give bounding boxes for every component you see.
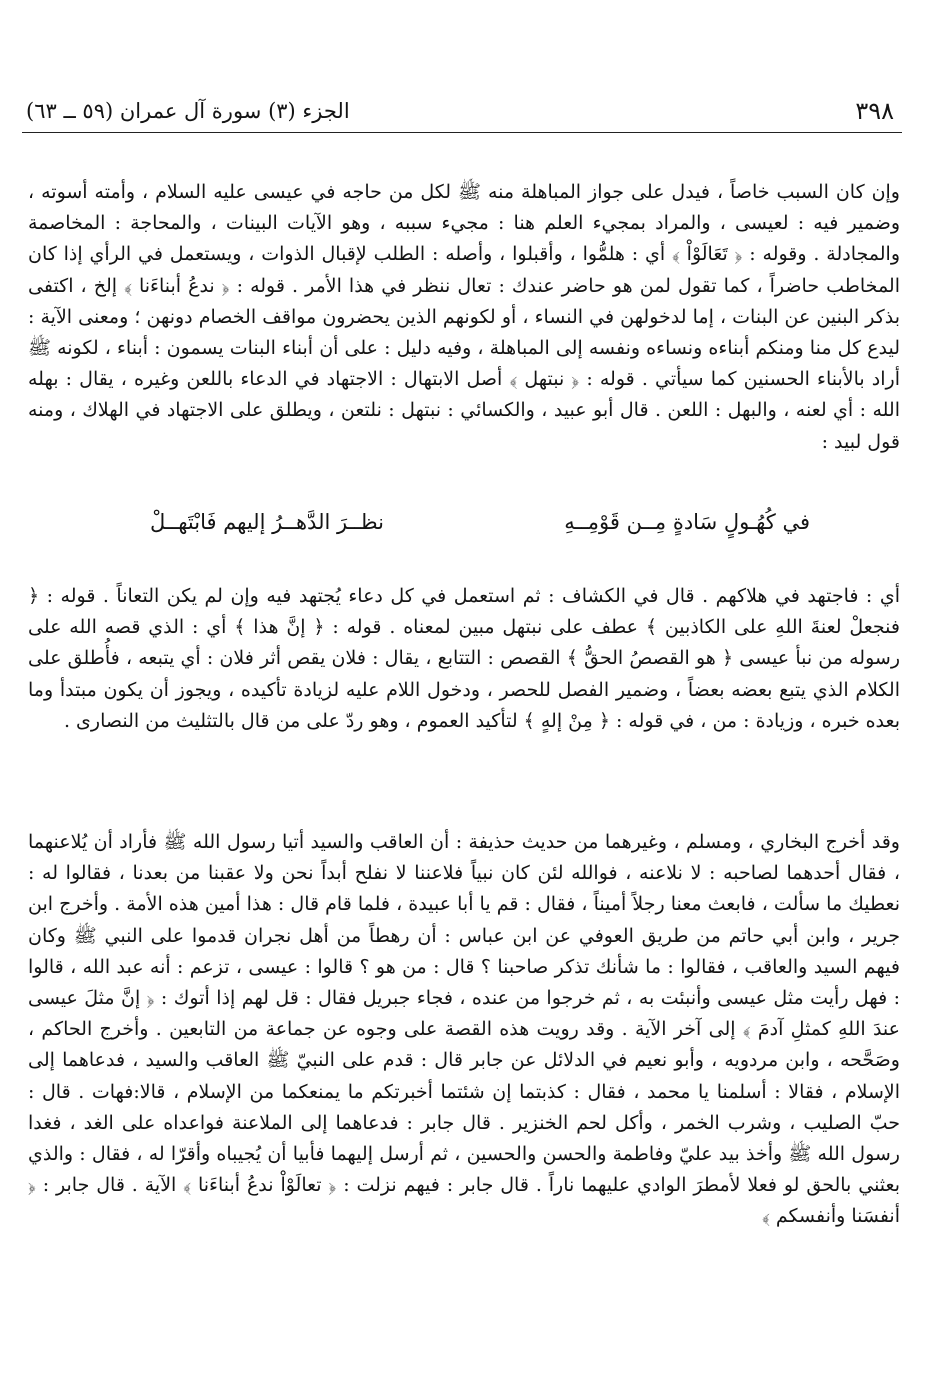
page-number: ٣٩٨ [855, 97, 894, 125]
paragraph-commentary-2: أي : فاجتهد في هلاكهم . قال في الكشاف : ثم استعمل في كل دعاء يُجتهد فيه وإن لم يكن التعاناً . قوله : ﴿ فنجعلْ لعنةَ اللهِ على الكاذبين ﴾ عطف على نبتهل مبين لمعناه . قوله : ﴿ إنَّ هذا ﴾ أي : الذي قصه الله على رسوله من نبأ عيسى ﴿ هو القصصُ الحقُّ ﴾ القصص : التتابع ، يقال : فلان يقص أثر فلان : أي يتبعه ، فأُطلق على الكلام الذي يتبع بعضه بعضاً ، وضمير الفصل للحصر ، ودخول اللام عليه لزيادة تأكيده ، ويجوز أن يكون مبتدأ وما بعده خبره ، وزيادة : من ، في قوله : ﴿ مِنْ إلهٍ ﴾ لتأكيد العموم ، وهو ردّ على من قال بالتثليث من النصارى . [28, 585, 900, 732]
paragraph-commentary-1: وإن كان السبب خاصاً ، فيدل على جواز المباهلة منه ﷺ لكل من حاجه في عيسى عليه السلام ، وأمته أسوته ، وضمير فيه : لعيسى ، والمراد بمجيء العلم هنا : مجيء سببه ، وهو الآيات البينات ، والمحاجة : المخاصمة والمجادلة . وقوله : ﴿ تَعَالَوْاْ ﴾ أي : هلمُّوا ، وأقبلوا ، وأصله : الطلب لإقبال الذوات ، ويستعمل في الرأي إذا كان المخاطب حاضراً ، كما تقول لمن هو حاضر عندك : تعال ننظر في هذا الأمر . قوله : ﴿ ندعُ أبناءَنا ﴾ إلخ ، اكتفى بذكر البنين عن البنات ، إما لدخولهن في النساء ، أو لكونهم الذين يحضرون مواقف الخصام دونهن ؛ ومعنى الآية : ليدع كل منا ومنكم أبناءه ونساءه ونفسه إلى المباهلة ، وفيه دليل : على أن أبناء البنات يسمون : أبناء ، لكونه ﷺ أراد بالأبناء الحسنين كما سيأتي . قوله : ﴿ نبتهل ﴾ أصل الابتهال : الاجتهاد في الدعاء باللعن وغيره ، يقال : بهله الله : أي لعنه ، والبهل : اللعن . قال أبو عبيد ، والكسائي : نبتهل : نلتعن ، ويطلق على الاجتهاد في الهلاك ، ومنه قول لبيد : [28, 181, 900, 453]
poetry-verse [150, 505, 810, 539]
page-header [20, 96, 900, 130]
verse-hemistich-second: نظــرَ الدَّهــرُ إليهم فَابْتَهــلْ [150, 510, 384, 534]
running-title: الجزء (٣) سورة آل عمران (٥٩ ــ ٦٣) [26, 99, 350, 123]
header-rule [22, 132, 902, 133]
paragraph-hadith-reports: وقد أخرج البخاري ، ومسلم ، وغيرهما من حديث حذيفة : أن العاقب والسيد أتيا رسول الله ﷺ فأراد أن يُلاعنهما ، فقال أحدهما لصاحبه : لا نلاعنه ، فوالله لئن كان نبياً فلاعننا لا نفلح أبداً نحن ولا عقبنا من بعدنا ، فقالوا له : نعطيك ما سألت ، فابعث معنا رجلاً أميناً ، فقال : قم يا أبا عبيدة ، فلما قام قال : هذا أمين هذه الأمة . وأخرج ابن جرير ، وابن أبي حاتم من طريق العوفي عن ابن عباس : أن رهطاً من أهل نجران قدموا على النبي ﷺ وكان فيهم السيد والعاقب ، فقالوا : ما شأنك تذكر صاحبنا ؟ قال : من هو ؟ قالوا : عيسى ، تزعم : أنه عبد الله ، قالوا : فهل رأيت مثل عيسى وأنبئت به ، ثم خرجوا من عنده ، فجاء جبريل فقال : قل لهم إذا أتوك : ﴿ إنَّ مثلَ عيسى عندَ اللهِ كمثلِ آدمَ ﴾ إلى آخر الآية . وقد رويت هذه القصة على وجوه عن جماعة من التابعين . وأخرج الحاكم ، وصَحَّحه ، وابن مردويه ، وأبو نعيم في الدلائل عن جابر قال : قدم على النبيّ ﷺ العاقب والسيد ، فدعاهما إلى الإسلام ، فقالا : أسلمنا يا محمد ، فقال : كذبتما إن شئتما أخبرتكم ما يمنعكما من الإسلام ، قالا:فهات . قال : حبّ الصليب ، وشرب الخمر ، وأكل لحم الخنزير . قال جابر : فدعاهما إلى الملاعنة فواعداه على الغد ، فغدا رسول الله ﷺ وأخذ بيد عليّ وفاطمة والحسن والحسين ، ثم أرسل إليهما فأبيا أن يُجيباه وأقرّا له ، فقال : والذي بعثني بالحق لو فعلا لأمطرَ الوادي عليهما ناراً . قال جابر : فيهم نزلت : ﴿ تعالَوْاْ ندعُ أبناءَنا ﴾ الآية . قال جابر : ﴿ أنفسَنا وأنفسكم ﴾ [28, 831, 900, 1228]
verse-hemistich-first: في كُهُـولٍ سَادةٍ مِــن قَوْمِــهِ [564, 510, 810, 534]
